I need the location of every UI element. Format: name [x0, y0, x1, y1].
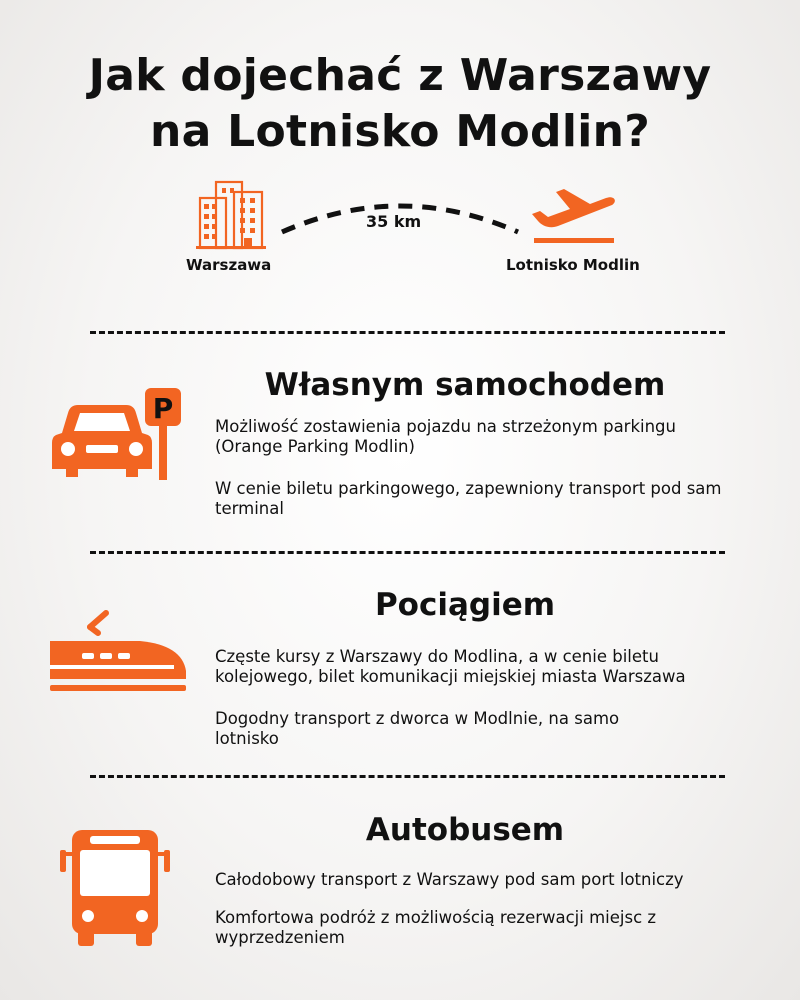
section-title: Autobusem	[365, 812, 565, 848]
section-title: Własnym samochodem	[264, 367, 666, 403]
section-text-1: Częste kursy z Warszawy do Modlina, a w cenie biletu kolejowego, bilet komunikacji miejskiej miasta Warszawa	[215, 647, 686, 686]
divider	[90, 775, 725, 778]
city-buildings-icon	[196, 178, 266, 250]
section-text-1: Całodobowy transport z Warszawy pod sam port lotniczy	[215, 870, 684, 889]
car-parking-icon	[50, 385, 190, 485]
title-line-2: na Lotnisko Modlin?	[149, 106, 651, 157]
title-line-1: Jak dojechać z Warszawy	[88, 50, 712, 101]
page-title	[0, 48, 800, 160]
airplane-takeoff-icon	[528, 180, 618, 246]
bus-icon	[60, 826, 170, 954]
destination-label: Lotnisko Modlin	[506, 256, 640, 274]
divider	[90, 551, 725, 554]
section-title: Pociągiem	[374, 587, 556, 623]
divider	[90, 331, 725, 334]
section-text-1: Możliwość zostawienia pojazdu na strzeżonym parkingu (Orange Parking Modlin)	[215, 417, 676, 456]
section-text-2: W cenie biletu parkingowego, zapewniony transport pod sam terminal	[215, 479, 722, 518]
train-icon	[48, 607, 190, 697]
svg-text:P: P	[152, 392, 174, 425]
section-text-2: Komfortowa podróż z możliwością rezerwacji miejsc z wyprzedzeniem	[215, 908, 657, 947]
route-overview	[0, 170, 800, 280]
distance-label: 35 km	[366, 212, 422, 231]
section-text-2: Dogodny transport z dworca w Modlnie, na samo lotnisko	[215, 709, 620, 748]
origin-label: Warszawa	[186, 256, 272, 274]
